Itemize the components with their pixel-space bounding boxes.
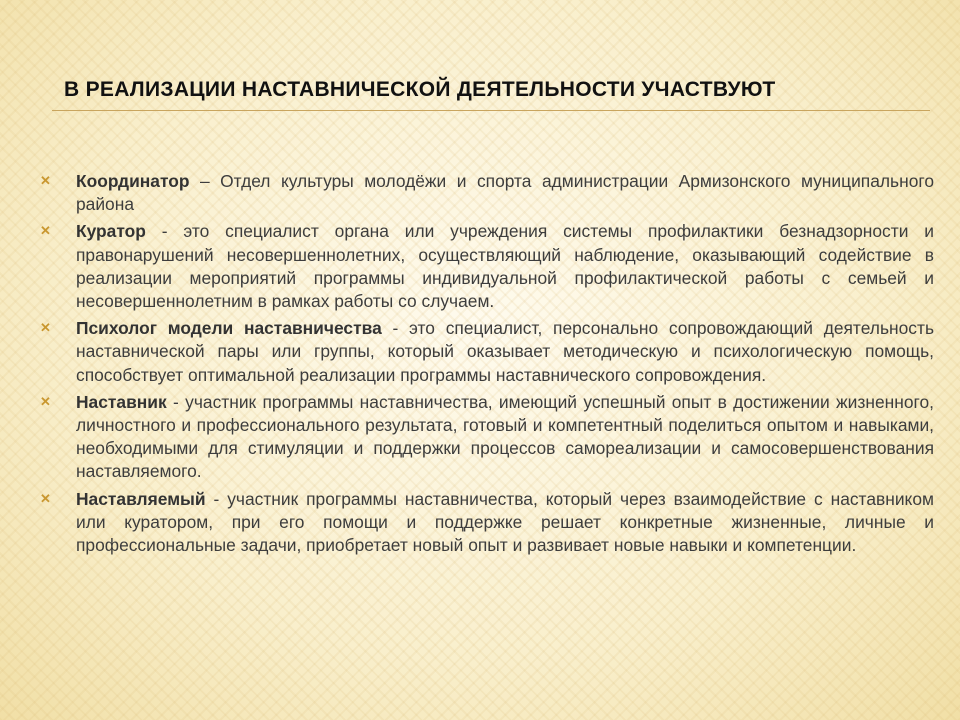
list-item-mentee — [40, 488, 934, 558]
term-curator: Куратор — [76, 221, 146, 242]
list-item-curator — [40, 220, 934, 313]
slide-title: В РЕАЛИЗАЦИИ НАСТАВНИЧЕСКОЙ ДЕЯТЕЛЬНОСТИ УЧАСТВУЮТ — [64, 78, 776, 101]
term-psychologist: Психолог модели наставничества — [76, 318, 382, 339]
definition-curator: - это специалист органа или учреждения системы профилактики безнадзорности и правонарушений несовершеннолетних, осуществляющий наблюдение, оказывающий содействие в реализации мероприятий программы индивидуальной профилактической работы с семьей и несовершеннолетним в рамках работы со случаем. — [76, 221, 934, 312]
term-mentor: Наставник — [76, 391, 167, 412]
definition-psychologist: - это специалист, персонально сопровождающий деятельность наставнической пары или группы, который оказывает методическую и психологическую помощь, способствует оптимальной реализации программы наставнического сопровождения. — [76, 318, 935, 385]
definition-mentee: - участник программы наставничества, который через взаимодействие с наставником или куратором, при его помощи и поддержке решает конкретные жизненные, личные и профессиональные задачи, приобретает новый опыт и развивает новые навыки и компетенции. — [76, 488, 934, 556]
list-item-mentor — [40, 391, 934, 484]
title-divider — [52, 110, 930, 111]
x-bullet-icon: ✕ — [40, 490, 51, 506]
x-bullet-icon: ✕ — [40, 223, 51, 239]
term-mentee: Наставляемый — [76, 488, 206, 509]
definition-coordinator: – Отдел культуры молодёжи и спорта администрации Армизонского муниципального района — [76, 171, 934, 215]
x-bullet-icon: ✕ — [40, 173, 51, 188]
definition-mentor: - участник программы наставничества, имеющий успешный опыт в достижении жизненного, личностного и профессионального результата, готовый и компетентный поделиться опытом и навыками, необходимыми для стимуляции и поддержки процессов самореализации и самосовершенствования наставляемого. — [76, 391, 934, 482]
term-coordinator: Координатор — [76, 171, 190, 191]
participants-list — [40, 170, 934, 561]
x-bullet-icon: ✕ — [40, 393, 51, 409]
list-item-psychologist — [40, 317, 934, 387]
x-bullet-icon: ✕ — [40, 320, 51, 336]
list-item-coordinator — [40, 170, 934, 216]
